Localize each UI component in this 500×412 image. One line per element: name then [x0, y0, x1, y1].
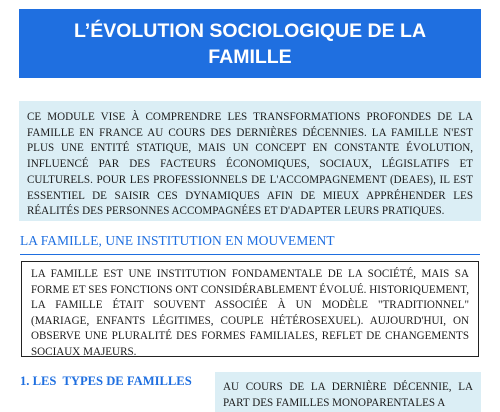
section-heading: LA FAMILLE, UNE INSTITUTION EN MOUVEMENT: [20, 232, 480, 255]
framed-paragraph: LA FAMILLE EST UNE INSTITUTION FONDAMENTALE DE LA SOCIÉTÉ, MAIS SA FORME ET SES FONCTIONS ONT CONSIDÉRABLEMENT ÉVOLUÉ. HISTORIQUEMENT, LA FAMILLE ÉTAIT SOUVENT ASSOCIÉE À UN MODÈLE "TRADITIONNEL" (MARIAGE, ENFANTS LÉGITIMES, COUPLE HÉTÉROSEXUEL). AUJOURD'HUI, ON OBSERVE UNE PLURALITÉ DES FORMES FAMILIALES, REFLET DE CHANGEMENTS SOCIAUX MAJEURS.: [21, 261, 479, 357]
page-title: L’ÉVOLUTION SOCIOLOGIQUE DE LA FAMILLE: [19, 9, 481, 78]
subsection-heading: 1. LES TYPES DE FAMILLES: [20, 374, 192, 388]
intro-paragraph: CE MODULE VISE À COMPRENDRE LES TRANSFORMATIONS PROFONDES DE LA FAMILLE EN FRANCE AU COURS DES DERNIÈRES DÉCENNIES. LA FAMILLE N'EST PLUS UNE ENTITÉ STATIQUE, MAIS UN CONCEPT EN CONSTANTE ÉVOLUTION, INFLUENCÉ PAR DES FACTEURS ÉCONOMIQUES, SOCIAUX, LÉGISLATIFS ET CULTURELS. POUR LES PROFESSIONNELS DE L'ACCOMPAGNEMENT (DEAES), IL EST ESSENTIEL DE SAISIR CES DYNAMIQUES AFIN DE MIEUX APPRÉHENDER LES RÉALITÉS DES PERSONNES ACCOMPAGNÉES ET D'ADAPTER LEURS PRATIQUES.: [19, 101, 481, 221]
side-panel-paragraph: AU COURS DE LA DERNIÈRE DÉCENNIE, LA PART DES FAMILLES MONOPARENTALES A: [215, 372, 481, 412]
